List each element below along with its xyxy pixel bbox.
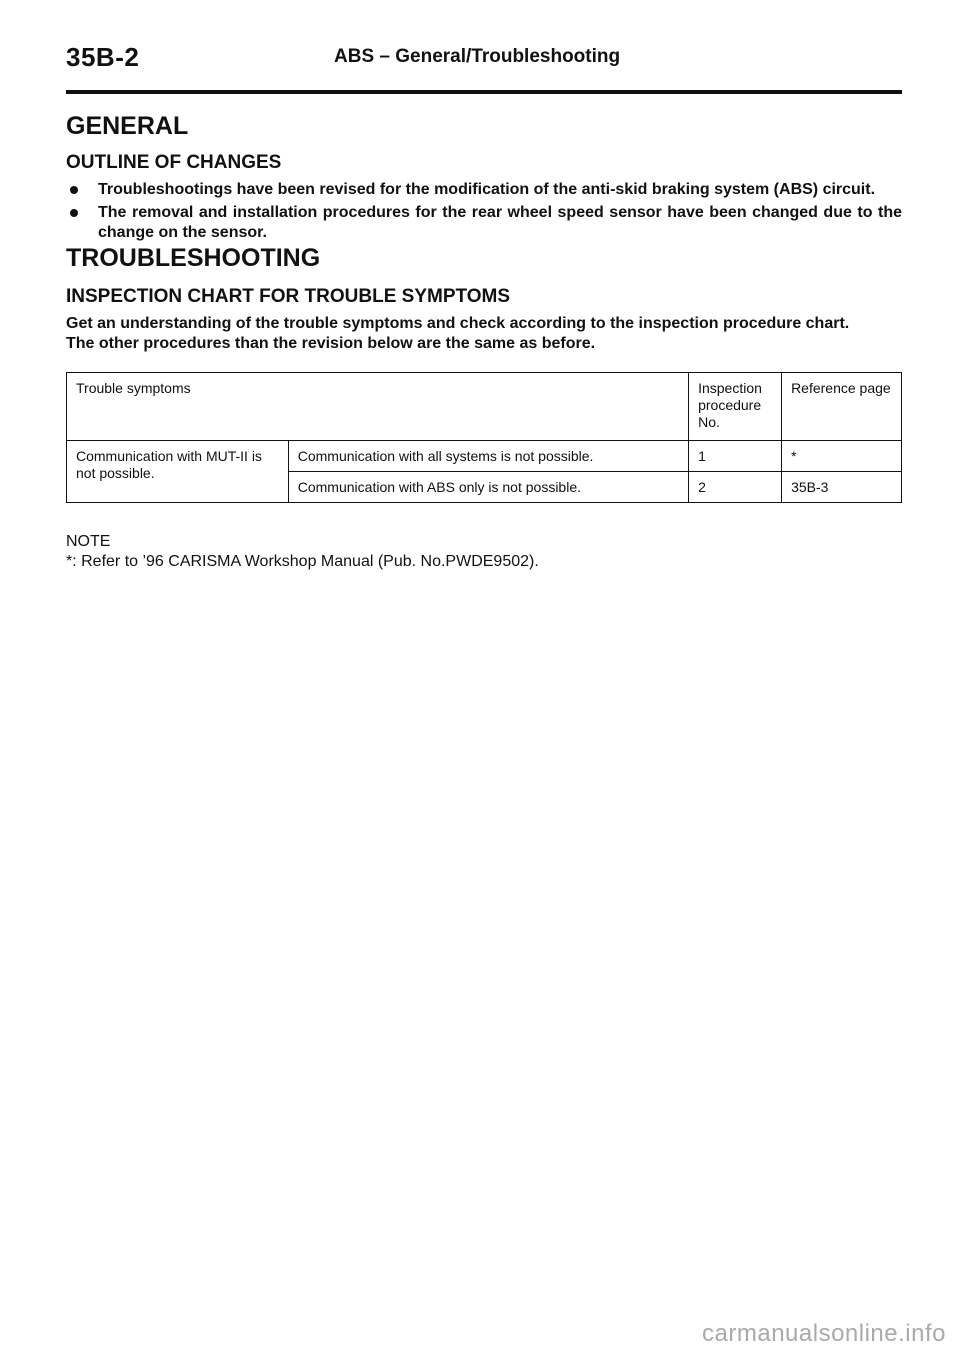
list-item-text: Troubleshootings have been revised for the modification of the anti-skid braking system (ABS) circuit. bbox=[98, 181, 876, 198]
changes-list bbox=[66, 180, 902, 246]
general-heading: GENERAL bbox=[66, 112, 189, 140]
note-text: *: Refer to ’96 CARISMA Workshop Manual (Pub. No.PWDE9502). bbox=[66, 553, 539, 570]
page-header bbox=[66, 40, 902, 96]
header-trouble-symptoms: Trouble symptoms bbox=[67, 373, 689, 441]
note-block bbox=[66, 532, 539, 572]
procedure-no-cell: 2 bbox=[689, 472, 782, 503]
section-title: ABS – General/Troubleshooting bbox=[334, 46, 621, 67]
reference-page-cell: 35B-3 bbox=[782, 472, 902, 503]
intro-paragraph bbox=[66, 314, 902, 354]
watermark: carmanualsonline.info bbox=[702, 1320, 946, 1347]
reference-page-cell: * bbox=[782, 441, 902, 472]
symptom-cell: Communication with all systems is not possible. bbox=[288, 441, 688, 472]
bullet-icon bbox=[70, 186, 78, 194]
table-row bbox=[67, 441, 902, 472]
bullet-icon bbox=[70, 209, 78, 217]
inspection-chart-table bbox=[66, 372, 902, 503]
header-reference-page: Reference page bbox=[782, 373, 902, 441]
list-item-text: The removal and installation procedures for the rear wheel speed sensor have been changed due to the change on the sensor. bbox=[98, 204, 902, 241]
outline-of-changes-heading: OUTLINE OF CHANGES bbox=[66, 152, 282, 173]
intro-line: The other procedures than the revision below are the same as before. bbox=[66, 335, 596, 352]
table-header-row bbox=[67, 373, 902, 441]
procedure-no-cell: 1 bbox=[689, 441, 782, 472]
note-label: NOTE bbox=[66, 533, 111, 550]
intro-line: Get an understanding of the trouble symptoms and check according to the inspection procedure chart. bbox=[66, 315, 850, 332]
page-number: 35B-2 bbox=[66, 42, 140, 72]
header-rule bbox=[66, 90, 902, 94]
symptom-cell: Communication with ABS only is not possible. bbox=[288, 472, 688, 503]
list-item bbox=[66, 180, 902, 200]
header-inspection-procedure-no: Inspection procedure No. bbox=[689, 373, 782, 441]
symptom-group-cell: Communication with MUT-II is not possible. bbox=[67, 441, 289, 503]
troubleshooting-heading: TROUBLESHOOTING bbox=[66, 244, 321, 272]
inspection-chart-heading: INSPECTION CHART FOR TROUBLE SYMPTOMS bbox=[66, 286, 511, 307]
list-item bbox=[66, 203, 902, 243]
